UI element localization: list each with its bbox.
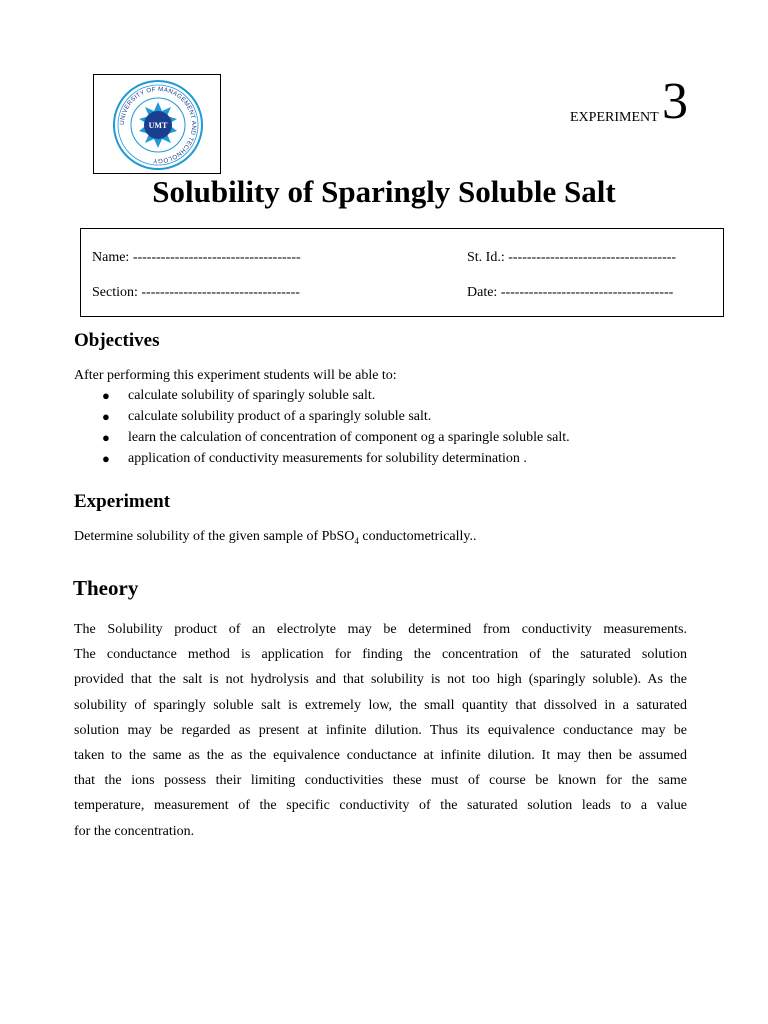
experiment-number: 3: [662, 73, 688, 130]
objective-text: application of conductivity measurements for solubility determination .: [128, 451, 527, 466]
date-field: Date: -------------------------------------: [467, 285, 674, 300]
objectives-intro: After performing this experiment students will be able to:: [74, 368, 397, 383]
experiment-text-start: Determine solubility of the given sample of PbSO: [74, 529, 355, 544]
objective-text: calculate solubility of sparingly soluble salt.: [128, 388, 376, 403]
logo-ring-text: UNIVERSITY OF MANAGEMENT AND TECHNOLOGY: [118, 85, 198, 165]
objectives-heading: Objectives: [74, 330, 160, 351]
logo-frame: [93, 74, 221, 174]
page-title: Solubility of Sparingly Soluble Salt: [152, 174, 616, 209]
theory-line: provided that the salt is not hydrolysis and that solubility is not too high (sparingly soluble). As the: [74, 672, 687, 688]
theory-line: solubility of sparingly soluble salt is extremely low, the small quantity that dissolved in a saturated: [74, 697, 687, 713]
theory-line: The conductance method is application for finding the concentration of the saturated solution: [74, 647, 687, 663]
experiment-text: [74, 529, 477, 546]
university-logo-icon: [111, 77, 205, 173]
objective-text: calculate solubility product of a sparingly soluble salt.: [128, 409, 432, 424]
bullet-icon: ●: [102, 409, 110, 424]
theory-line: temperature, measurement of the specific conductivity of the saturated solution leads to a value: [74, 798, 687, 814]
theory-line: for the concentration.: [74, 823, 195, 839]
formula-subscript: 4: [354, 535, 359, 546]
bullet-icon: ●: [102, 451, 110, 466]
logo-center-text: UMT: [148, 121, 168, 130]
experiment-text-end: conductometrically..: [358, 529, 477, 544]
student-info-box: [80, 228, 724, 317]
section-field: Section: ----------------------------------: [92, 285, 300, 300]
bullet-icon: ●: [102, 430, 110, 445]
name-field: Name: ------------------------------------: [92, 250, 301, 265]
experiment-heading: Experiment: [74, 491, 171, 512]
theory-line: The Solubility product of an electrolyte may be determined from conductivity measurements.: [74, 622, 687, 637]
experiment-label: EXPERIMENT: [570, 110, 659, 125]
student-id-field: St. Id.: ------------------------------------: [467, 250, 677, 265]
theory-line: that the ions possess their limiting conductivities these must of course be known for the same: [74, 773, 687, 789]
bullet-icon: ●: [102, 388, 110, 403]
theory-heading: Theory: [73, 576, 139, 600]
theory-line: taken to the same as the as the equivalence conductance at infinite dilution. It may then be assumed: [74, 747, 687, 763]
theory-paragraph: [74, 617, 687, 844]
theory-line: solution may be regarded as present at infinite dilution. Thus its equivalence conductance may be: [74, 722, 687, 738]
objective-text: learn the calculation of concentration of component og a sparingle soluble salt.: [128, 430, 570, 445]
